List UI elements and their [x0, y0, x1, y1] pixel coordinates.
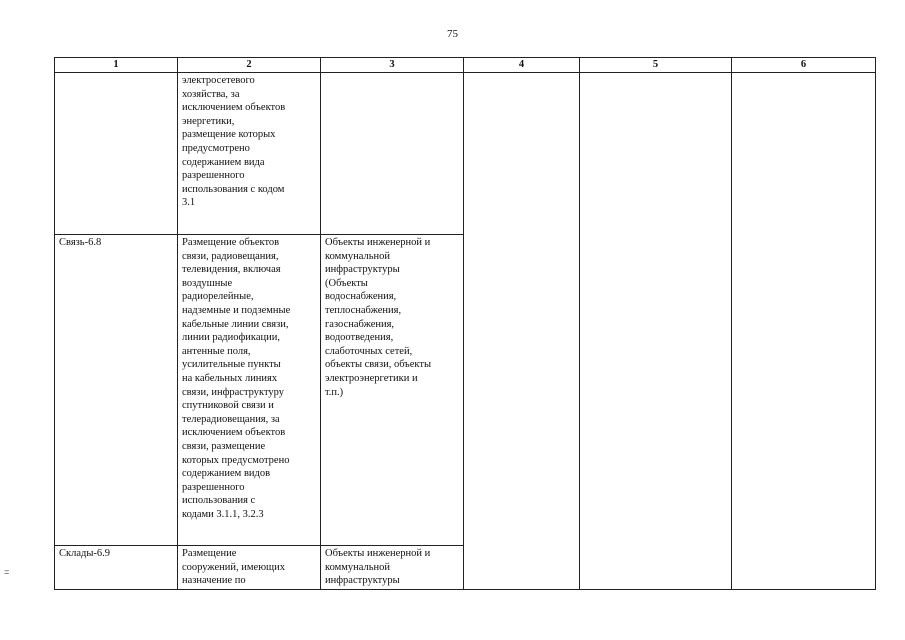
- column-6-cell: [732, 73, 876, 590]
- column-header-1: 1: [55, 58, 178, 73]
- row2-description: Размещение объектов связи, радиовещания, телевидения, включая воздушные радиорелейные, надземные и подземные кабельные линии связи, линии радиофикации, антенные поля, усилительные пункты на кабельных линиях связи, инфраструктуру спутниковой связи и телерадиовещания, за исключением объектов связи, размещение которых предусмотрено содержанием видов разрешенного использования с кодами 3.1.1, 3.2.3: [178, 235, 321, 546]
- land-use-table: [54, 57, 876, 590]
- column-header-3: 3: [321, 58, 464, 73]
- row2-objects: Объекты инженерной и коммунальной инфраструктуры (Объекты водоснабжения, теплоснабжения, газоснабжения, водоотведения, слаботочных сетей, объекты связи, объекты электроэнергетики и т.п.): [321, 235, 464, 546]
- table-row: [55, 73, 876, 235]
- row1-use-type: [55, 73, 178, 235]
- table-header-row: [55, 58, 876, 73]
- column-5-cell: [580, 73, 732, 590]
- row1-objects: [321, 73, 464, 235]
- row3-description: Размещение сооружений, имеющих назначение по: [178, 546, 321, 590]
- row3-use-type: Склады-6.9: [55, 546, 178, 590]
- column-header-4: 4: [464, 58, 580, 73]
- column-header-5: 5: [580, 58, 732, 73]
- column-header-2: 2: [178, 58, 321, 73]
- row1-description: электросетевого хозяйства, за исключением объектов энергетики, размещение которых предусмотрено содержанием вида разрешенного использования с кодом 3.1: [178, 73, 321, 235]
- column-4-cell: [464, 73, 580, 590]
- margin-mark: =: [4, 568, 10, 578]
- column-header-6: 6: [732, 58, 876, 73]
- row3-objects: Объекты инженерной и коммунальной инфраструктуры: [321, 546, 464, 590]
- row2-use-type: Связь-6.8: [55, 235, 178, 546]
- page-number: 75: [447, 28, 458, 40]
